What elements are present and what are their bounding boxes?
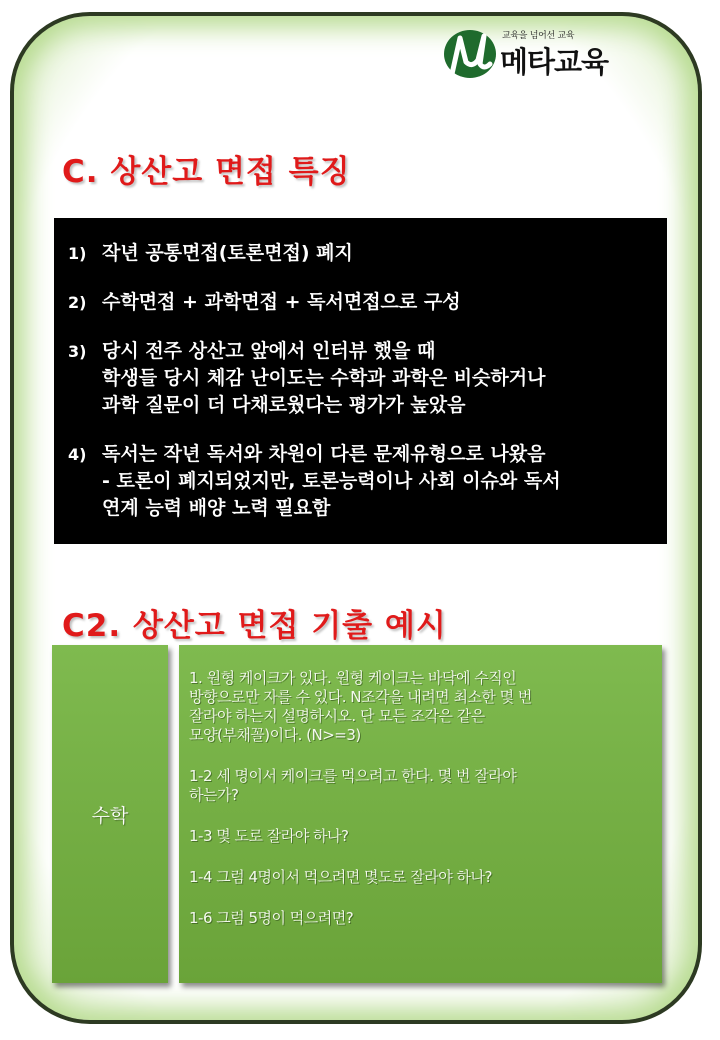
- questions-cell: [179, 645, 662, 983]
- question-line: 1-4 그럼 4명이서 먹으려면 몇도로 잘라야 하나?: [189, 868, 492, 886]
- question: [189, 669, 650, 745]
- list-item: [68, 289, 655, 316]
- item-number: 3): [68, 342, 87, 361]
- subject-label: 수학: [91, 804, 129, 827]
- mu-logo-icon: [440, 22, 504, 84]
- item-line: 연계 능력 배양 노력 필요함: [102, 497, 331, 519]
- item-line: 독서는 작년 독서와 차원이 다른 문제유형으로 나왔음: [102, 443, 546, 465]
- question-line: 잘라야 하는지 설명하시오. 단 모든 조각은 같은: [189, 707, 485, 725]
- item-line: 과학 질문이 더 다채로웠다는 평가가 높았음: [102, 394, 466, 416]
- section1-title: C. 상산고 면접 특징: [62, 154, 351, 190]
- logo-name: 메타교육: [500, 45, 609, 79]
- item-number: 4): [68, 445, 87, 464]
- list-item: [68, 240, 655, 267]
- subject-cell: [52, 645, 168, 983]
- logo-tagline: 교육을 넘어선 교육: [502, 31, 575, 41]
- question-line: 모양(부채꼴)이다. (N>=3): [189, 726, 361, 744]
- item-line: 당시 전주 상산고 앞에서 인터뷰 했을 때: [102, 340, 436, 362]
- features-box: [54, 218, 667, 544]
- item-line: 학생들 당시 체감 난이도는 수학과 과학은 비슷하거나: [102, 367, 546, 389]
- question-line: 1-6 그럼 5명이 먹으려면?: [189, 909, 354, 927]
- list-item: [68, 338, 655, 419]
- question-line: 1-2 세 명이서 케이크를 먹으려고 한다. 몇 번 잘라야: [189, 767, 517, 785]
- item-number: 2): [68, 293, 87, 312]
- question-line: 1-3 몇 도로 잘라야 하나?: [189, 827, 349, 845]
- section2-title: C2. 상산고 면접 기출 예시: [62, 608, 447, 644]
- item-line: 작년 공통면접(토론면접) 폐지: [102, 242, 353, 264]
- question: [189, 767, 650, 805]
- question: [189, 868, 650, 887]
- question-line: 방향으로만 자를 수 있다. N조각을 내려면 최소한 몇 번: [189, 688, 532, 706]
- logo: [440, 22, 640, 84]
- question: [189, 827, 650, 846]
- item-line: - 토론이 폐지되었지만, 토론능력이나 사회 이슈와 독서: [102, 470, 561, 492]
- item-line: 수학면접 + 과학면접 + 독서면접으로 구성: [102, 291, 461, 313]
- question: [189, 909, 650, 928]
- question-line: 1. 원형 케이크가 있다. 원형 케이크는 바닥에 수직인: [189, 669, 517, 687]
- list-item: [68, 441, 655, 522]
- item-number: 1): [68, 244, 87, 263]
- question-line: 하는가?: [189, 786, 239, 804]
